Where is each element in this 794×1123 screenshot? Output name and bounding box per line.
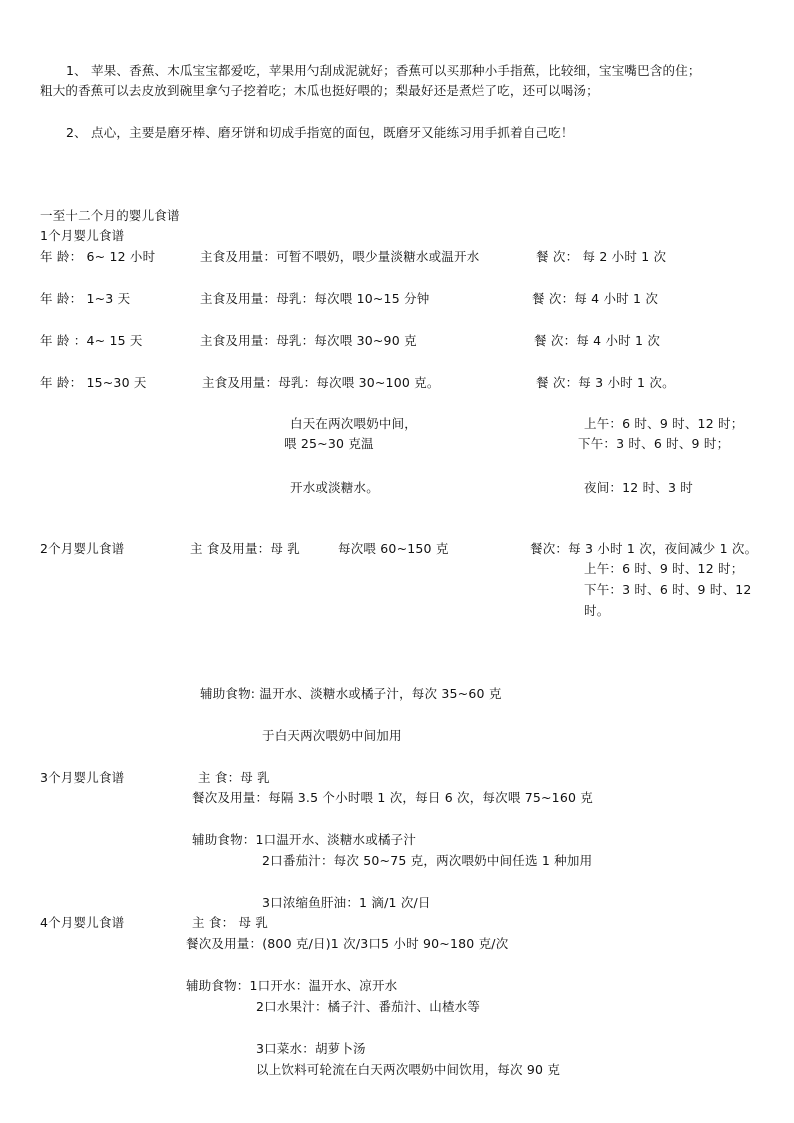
m3-food: 主 食：母 乳 bbox=[198, 770, 270, 785]
m4-aux3: 3口菜水：胡萝卜汤 bbox=[256, 1041, 366, 1056]
m2-amount: 每次喂 60~150 克 bbox=[338, 541, 449, 556]
section-title: 一至十二个月的婴儿食谱 bbox=[40, 208, 180, 223]
m1-row3-age: 年 龄 ：4~ 15 天 bbox=[40, 333, 143, 348]
m4-meal: 餐次及用量：(800 克/日)1 次/3口5 小时 90~180 克/次 bbox=[186, 936, 509, 951]
m1-note3: 开水或淡糖水。 bbox=[290, 480, 379, 495]
m3-title: 3个月婴儿食谱 bbox=[40, 770, 125, 785]
m1-row4-food: 主食及用量：母乳：每次喂 30~100 克。 bbox=[202, 375, 440, 390]
m1-time2: 下午：3 时、6 时、9 时； bbox=[578, 436, 730, 451]
m4-aux1: 辅助食物：1口开水：温开水、凉开水 bbox=[186, 978, 398, 993]
m1-title: 1个月婴儿食谱 bbox=[40, 228, 125, 243]
m4-title: 4个月婴儿食谱 bbox=[40, 915, 125, 930]
intro-p2: 2、 点心，主要是磨牙棒、磨牙饼和切成手指宽的面包，既磨牙又能练习用手抓着自己吃！ bbox=[66, 125, 574, 140]
m2-aux-note: 于白天两次喂奶中间加用 bbox=[262, 728, 402, 743]
m2-aux: 辅助食物: 温开水、淡糖水或橘子汁，每次 35~60 克 bbox=[200, 686, 502, 701]
intro-p1-line1: 1、 苹果、香蕉、木瓜宝宝都爱吃，苹果用勺刮成泥就好；香蕉可以买那种小手指蕉，比较细，宝宝嘴巴含的住； bbox=[66, 63, 701, 78]
m3-aux3: 3口浓缩鱼肝油：1 滴/1 次/日 bbox=[262, 895, 431, 910]
m1-row1-age: 年 龄： 6~ 12 小时 bbox=[40, 249, 156, 264]
m2-time1: 上午：6 时、9 时、12 时； bbox=[584, 561, 744, 576]
m1-row1-food: 主食及用量：可暂不喂奶，喂少量淡糖水或温开水 bbox=[200, 249, 480, 264]
m1-row2-meal: 餐 次：每 4 小时 1 次 bbox=[532, 291, 659, 306]
m3-aux1: 辅助食物：1口温开水、淡糖水或橘子汁 bbox=[192, 832, 417, 847]
m2-time3: 时。 bbox=[584, 603, 610, 618]
m1-note2: 喂 25~30 克温 bbox=[284, 436, 374, 451]
m4-aux-note: 以上饮料可轮流在白天两次喂奶中间饮用，每次 90 克 bbox=[256, 1062, 561, 1077]
m1-time1: 上午：6 时、9 时、12 时； bbox=[584, 416, 744, 431]
m2-food: 主 食及用量：母 乳 bbox=[190, 541, 300, 556]
m3-meal: 餐次及用量：每隔 3.5 个小时喂 1 次，每日 6 次，每次喂 75~160 克 bbox=[192, 790, 594, 805]
m2-title: 2个月婴儿食谱 bbox=[40, 541, 125, 556]
m1-note1: 白天在两次喂奶中间， bbox=[290, 416, 418, 431]
m2-time2: 下午：3 时、6 时、9 时、12 bbox=[584, 582, 752, 597]
m4-food: 主 食： 母 乳 bbox=[192, 915, 269, 930]
m1-row1-meal: 餐 次： 每 2 小时 1 次 bbox=[536, 249, 667, 264]
intro-p1-line2: 粗大的香蕉可以去皮放到碗里拿勺子挖着吃；木瓜也挺好喂的；梨最好还是煮烂了吃，还可以喝汤； bbox=[40, 83, 599, 98]
m3-aux2: 2口番茄汁：每次 50~75 克，两次喂奶中间任选 1 种加用 bbox=[262, 853, 593, 868]
m1-time3: 夜间：12 时、3 时 bbox=[584, 480, 694, 495]
m4-aux2: 2口水果汁：橘子汁、番茄汁、山楂水等 bbox=[256, 999, 481, 1014]
m1-row4-meal: 餐 次：每 3 小时 1 次。 bbox=[536, 375, 675, 390]
m1-row2-food: 主食及用量：母乳：每次喂 10~15 分钟 bbox=[200, 291, 430, 306]
m1-row2-age: 年 龄： 1~3 天 bbox=[40, 291, 131, 306]
m2-meal: 餐次：每 3 小时 1 次，夜间减少 1 次。 bbox=[530, 541, 758, 556]
m1-row4-age: 年 龄： 15~30 天 bbox=[40, 375, 147, 390]
m1-row3-meal: 餐 次：每 4 小时 1 次 bbox=[534, 333, 661, 348]
m1-row3-food: 主食及用量：母乳：每次喂 30~90 克 bbox=[200, 333, 417, 348]
